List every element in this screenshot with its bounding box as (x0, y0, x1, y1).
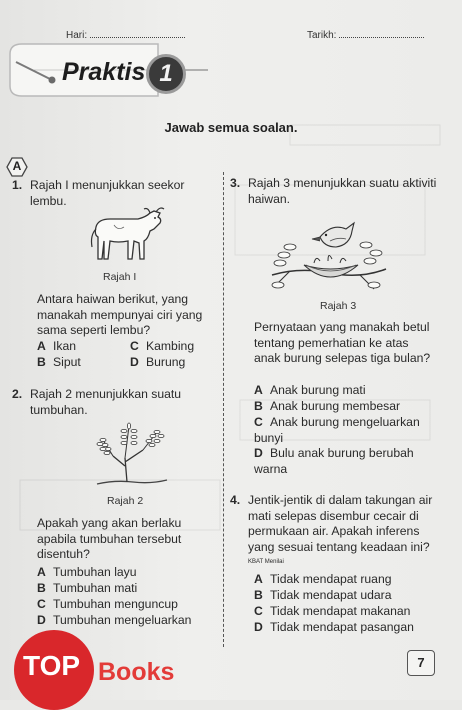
option-text: Tidak mendapat udara (270, 588, 392, 602)
option-a[interactable] (37, 565, 137, 581)
option-key: C (254, 604, 263, 618)
option-key: C (130, 339, 139, 353)
option-key: A (254, 383, 263, 397)
option-text: Bulu anak burung berubah warna (254, 446, 414, 476)
logo-text-books: Books (98, 658, 175, 686)
option-b[interactable] (254, 399, 400, 415)
option-key: B (37, 581, 46, 595)
option-key: C (254, 415, 263, 429)
option-key: B (37, 355, 46, 369)
option-text: Tidak mendapat pasangan (270, 620, 414, 634)
bird-nest-illustration (270, 215, 388, 293)
question-number: 1. (12, 178, 23, 192)
day-blank[interactable] (90, 28, 185, 38)
date-field[interactable] (307, 28, 424, 41)
option-text: Tumbuhan layu (53, 565, 137, 579)
topbooks-logo (6, 628, 196, 690)
option-a[interactable] (37, 339, 76, 355)
option-key: B (254, 588, 263, 602)
question-text: Jentik-jentik di dalam takungan air mati selepas disembur cecair di permukaan air. Apakah inferens yang sesuai tentang keadaan ini? (248, 493, 433, 554)
figure-caption: Rajah I (103, 271, 137, 283)
day-field[interactable] (66, 28, 185, 41)
option-a[interactable] (254, 383, 366, 399)
question-text: Rajah 3 menunjukkan suatu aktiviti haiwan. (248, 176, 437, 206)
page-title: Praktis (62, 58, 146, 86)
option-key: A (37, 565, 46, 579)
section-marker (6, 157, 28, 177)
option-text: Tumbuhan mati (53, 581, 138, 595)
date-blank[interactable] (339, 28, 424, 38)
option-d[interactable] (254, 620, 414, 636)
option-text: Kambing (146, 339, 195, 353)
question-number: 3. (230, 176, 241, 190)
question-number: 2. (12, 387, 23, 401)
option-text: Tidak mendapat ruang (270, 572, 392, 586)
option-text: Anak burung mengeluarkan bunyi (254, 415, 420, 445)
option-b[interactable] (37, 581, 137, 597)
option-c[interactable] (254, 604, 410, 620)
date-label: Tarikh: (307, 30, 337, 41)
option-c[interactable] (254, 415, 439, 446)
cow-illustration (88, 205, 166, 265)
option-text: Tumbuhan mengeluarkan (53, 613, 192, 627)
option-text: Anak burung membesar (270, 399, 401, 413)
option-text: Tumbuhan menguncup (53, 597, 178, 611)
option-text: Ikan (53, 339, 77, 353)
option-b[interactable] (254, 588, 392, 604)
section-label: A (12, 159, 22, 173)
option-key: D (130, 355, 139, 369)
figure-caption: Rajah 3 (320, 300, 357, 312)
option-text: Burung (146, 355, 186, 369)
option-key: D (254, 446, 263, 460)
option-d[interactable] (254, 446, 439, 477)
option-key: A (37, 339, 46, 353)
question-number: 4. (230, 493, 241, 507)
skill-tag: KBAT Menilai (248, 559, 284, 566)
option-d[interactable] (130, 355, 185, 371)
option-c[interactable] (130, 339, 194, 355)
option-text: Tidak mendapat makanan (270, 604, 411, 618)
plant-illustration (95, 418, 170, 490)
instruction: Jawab semua soalan. (164, 120, 298, 135)
option-key: D (254, 620, 263, 634)
option-key: B (254, 399, 263, 413)
practice-number-badge: 1 (146, 54, 186, 94)
logo-text-top: TOP (23, 650, 81, 681)
option-b[interactable] (37, 355, 81, 371)
option-text: Anak burung mati (270, 383, 366, 397)
day-label: Hari: (66, 30, 88, 41)
option-key: A (254, 572, 263, 586)
question-text: Rajah I menunjukkan seekor lembu. (30, 178, 185, 208)
question-prompt: Apakah yang akan berlaku apabila tumbuhan tersebut disentuh? (37, 516, 182, 561)
question-prompt: Antara haiwan berikut, yang manakah mempunyai ciri yang sama seperti lembu? (37, 292, 203, 337)
option-a[interactable] (254, 572, 392, 588)
option-text: Siput (53, 355, 81, 369)
option-key: C (37, 597, 46, 611)
option-c[interactable] (37, 597, 178, 613)
question-text: Rajah 2 menunjukkan suatu tumbuhan. (30, 387, 182, 417)
question-prompt: Pernyataan yang manakah betul tentang pemerhatian ke atas anak burung selepas tiga bulan? (254, 320, 431, 365)
figure-caption: Rajah 2 (107, 495, 144, 507)
column-divider (223, 172, 224, 647)
page-number: 7 (407, 650, 435, 676)
option-key: D (37, 613, 46, 627)
